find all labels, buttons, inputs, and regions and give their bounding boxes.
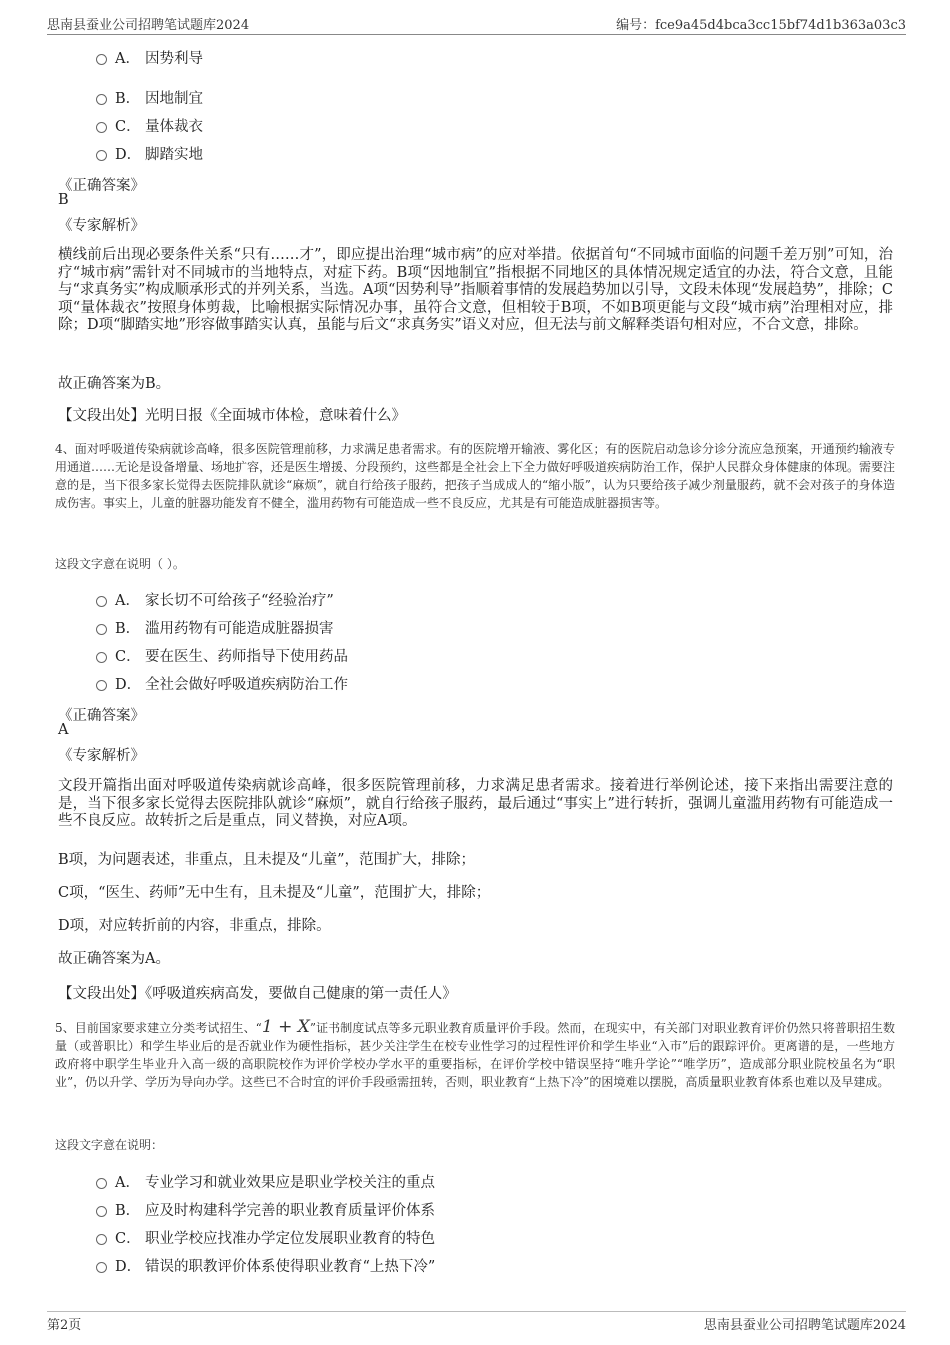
q4-c-note: C项，“医生、药师”无中生有，且未提及“儿童”，范围扩大，排除； — [58, 885, 491, 901]
radio-icon[interactable] — [96, 680, 107, 691]
q5-option-d[interactable]: D． 错误的职教评价体系使得职业教育“上热下冷” — [96, 1254, 435, 1276]
radio-icon[interactable] — [96, 54, 107, 65]
q4-analysis: 文段开篇指出面对呼吸道传染病就诊高峰，很多医院管理前移，力求满足患者需求。接着进行举例论述，接下来指出需要注意的是，当下很多家长觉得去医院排队就诊“麻烦”，就自行给孩子服药，最后通过“事实上”进行转折，强调儿童滥用药物有可能造成一些不良反应。故转折之后是重点，同义替换，对应A项。 — [58, 778, 893, 829]
q4-answer: A — [58, 722, 69, 738]
q3-answer-label: 《正确答案》 — [58, 178, 145, 194]
q5-stem: 5、目前国家要求建立分类考试招生、“1 + X”证书制度试点等多元职业教育质量评价手段。然而，在现实中，有关部门对职业教育评价仍然只将普职招生数量（或普职比）和学生毕业后的是否就业作为硬性指标，甚少关注学生在校专业性学习的过程性评价和学生毕业“入市”后的跟踪评价。更离谱的是，一些地方政府将中职学生毕业升入高一级的高职院校作为评价学校办学水平的重要指标，在评价学校中错误坚持“唯升学论”“唯学历”，造成部分职业院校虽名为“职业”，仍以升学、学历为导向办学。这些已不合时宜的评价手段亟需扭转，否则，职业教育“上热下冷”的困境难以摆脱，高质量职业教育体系也难以及早建成。 — [55, 1017, 895, 1089]
q5-prompt: 这段文字意在说明： — [55, 1138, 164, 1152]
header-code: 编号：fce9a45d4bca3cc15bf74d1b363a03c3 — [616, 18, 906, 33]
math-formula: 1 + X — [261, 1017, 310, 1037]
q3-option-c[interactable]: C． 量体裁衣 — [96, 114, 203, 136]
q3-analysis-label: 《专家解析》 — [58, 218, 145, 234]
q3-answer: B — [58, 192, 69, 208]
q4-conclusion: 故正确答案为A。 — [58, 951, 170, 967]
q5-option-a[interactable]: A． 专业学习和就业效果应是职业学校关注的重点 — [96, 1170, 435, 1192]
radio-icon[interactable] — [96, 94, 107, 105]
q5-option-c[interactable]: C． 职业学校应找准办学定位发展职业教育的特色 — [96, 1226, 435, 1248]
q4-d-note: D项，对应转折前的内容，非重点，排除。 — [58, 918, 331, 934]
radio-icon[interactable] — [96, 596, 107, 607]
q3-analysis: 横线前后出现必要条件关系“只有……才”，即应提出治理“城市病”的应对举措。依据首句“不同城市面临的问题千差万别”可知，治疗“城市病”需针对不同城市的当地特点，对症下药。B项“因地制宜”指根据不同地区的具体情况规定适宜的办法，符合文意，且能与“求真务实”构成顺承形式的并列关系，当选。A项“因势利导”指顺着事情的发展趋势加以引导，文段未体现“发展趋势”，排除；C项“量体裁衣”按照身体剪裁，比喻根据实际情况办事，虽符合文意，但相较于B项，不如B项更能与文段“城市病”治理相对应，排除；D项“脚踏实地”形容做事踏实认真，虽能与后文“求真务实”语义对应，但无法与前文解释类语句相对应，不合文意，排除。 — [58, 247, 893, 333]
footer-title: 思南县蚕业公司招聘笔试题库2024 — [703, 1318, 906, 1333]
q4-b-note: B项，为问题表述，非重点，且未提及“儿童”，范围扩大，排除； — [58, 852, 475, 868]
q4-answer-label: 《正确答案》 — [58, 708, 145, 724]
q4-analysis-label: 《专家解析》 — [58, 748, 145, 764]
radio-icon[interactable] — [96, 122, 107, 133]
page-number: 第2页 — [47, 1318, 82, 1333]
q3-conclusion: 故正确答案为B。 — [58, 376, 171, 392]
q3-option-a[interactable]: A． 因势利导 — [96, 46, 203, 68]
radio-icon[interactable] — [96, 1234, 107, 1245]
radio-icon[interactable] — [96, 624, 107, 635]
radio-icon[interactable] — [96, 652, 107, 663]
header-title: 思南县蚕业公司招聘笔试题库2024 — [47, 18, 250, 33]
page-header — [47, 14, 906, 35]
q4-stem: 4、面对呼吸道传染病就诊高峰，很多医院管理前移，力求满足患者需求。有的医院增开输液、雾化区；有的医院启动急诊分诊分流应急预案，开通预约输液专用通道……无论是设备增量、场地扩容，还是医生增援、分段预约，这些都是全社会上下全力做好呼吸道疾病防治工作，保护人民群众身体健康的体现。需要注意的是，当下很多家长觉得去医院排队就诊“麻烦”，就自行给孩子服药，把孩子当成成人的“缩小版”，认为只要给孩子减少剂量服药，就不会对孩子的身体造成伤害。事实上，儿童的脏器功能发育不健全，滥用药物有可能造成一些不良反应，尤其是有可能造成脏器损害等。 — [55, 442, 896, 510]
q4-option-c[interactable]: C． 要在医生、药师指导下使用药品 — [96, 644, 348, 666]
q3-option-d[interactable]: D． 脚踏实地 — [96, 142, 203, 164]
radio-icon[interactable] — [96, 1262, 107, 1273]
radio-icon[interactable] — [96, 1178, 107, 1189]
radio-icon[interactable] — [96, 150, 107, 161]
q5-option-b[interactable]: B． 应及时构建科学完善的职业教育质量评价体系 — [96, 1198, 435, 1220]
q4-option-a[interactable]: A． 家长切不可给孩子“经验治疗” — [96, 588, 334, 610]
radio-icon[interactable] — [96, 1206, 107, 1217]
q3-source: 【文段出处】光明日报《全面城市体检，意味着什么》 — [58, 408, 406, 424]
q4-option-b[interactable]: B． 滥用药物有可能造成脏器损害 — [96, 616, 334, 638]
q4-option-d[interactable]: D． 全社会做好呼吸道疾病防治工作 — [96, 672, 348, 694]
page-footer — [47, 1311, 906, 1334]
q3-option-b[interactable]: B． 因地制宜 — [96, 86, 203, 108]
q4-prompt: 这段文字意在说明（ ）。 — [55, 557, 185, 571]
q4-source: 【文段出处】《呼吸道疾病高发，要做自己健康的第一责任人》 — [58, 986, 457, 1002]
